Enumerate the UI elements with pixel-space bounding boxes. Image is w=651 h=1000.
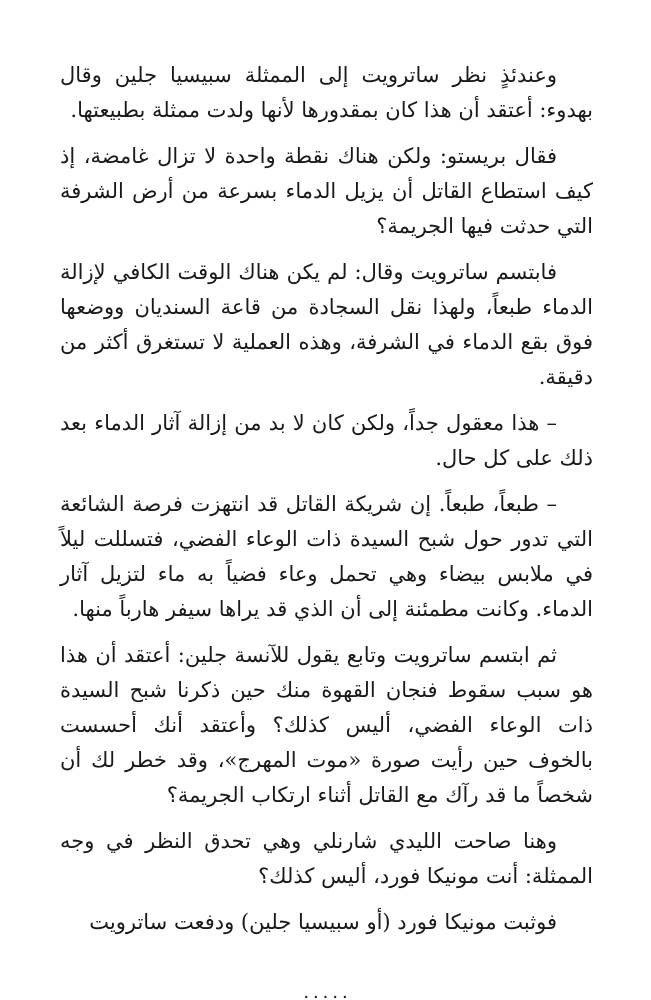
paragraph-7: وهنا صاحت الليدي شارنلي وهي تحدق النظر في وجه الممثلة: أنت مونيكا فورد، أليس كذلك؟	[60, 829, 593, 888]
paragraph-3: فابتسم ساترويت وقال: لم يكن هناك الوقت الكافي لإزالة الدماء طبعاً، ولهذا نقل السجادة من قاعة السنديان ووضعها فوق بقع الدماء في الشرفة، وهذه العملية لا تستغرق أكثر من دقيقة.	[60, 260, 593, 389]
paragraph-8: فوثبت مونيكا فورد (أو سبيسيا جلين) ودفعت ساترويت	[89, 910, 557, 934]
paragraph-6: ثم ابتسم ساترويت وتابع يقول للآنسة جلين: أعتقد أن هذا هو سبب سقوط فنجان القهوة منك حين ذكرنا شبح السيدة ذات الوعاء الفضي، أليس كذلك؟ وأعتقد أنك أحسست بالخوف حين رأيت صورة «موت المهرج»، وقد خطر لك أن شخصاً ما قد رآك مع القاتل أثناء ارتكاب الجريمة؟	[60, 643, 593, 807]
paragraph-5: – طبعاً، طبعاً. إن شريكة القاتل قد انتهزت فرصة الشائعة التي تدور حول شبح السيدة ذات الوعاء الفضي، فتسللت ليلاً في ملابس بيضاء وهي تحمل وعاء فضياً به ماء لتزيل آثار الدماء. وكانت مطمئنة إلى أن الذي قد يراها سيفر هارباً منها.	[60, 492, 593, 621]
page-footer-marker: ٠٠٠٠٠	[301, 986, 350, 1000]
paragraph-2: فقال بريستو: ولكن هناك نقطة واحدة لا تزال غامضة، إذ كيف استطاع القاتل أن يزيل الدماء بسرعة من أرض الشرفة التي حدثت فيها الجريمة؟	[60, 144, 593, 238]
paragraph-4: – هذا معقول جداً، ولكن كان لا بد من إزالة آثار الدماء بعد ذلك على كل حال.	[60, 411, 593, 470]
paragraph-1: وعندئذٍ نظر ساترويت إلى الممثلة سبيسيا جلين وقال بهدوء: أعتقد أن هذا كان بمقدورها لأنها ولدت ممثلة بطبيعتها.	[60, 63, 593, 122]
page-text	[60, 58, 593, 940]
